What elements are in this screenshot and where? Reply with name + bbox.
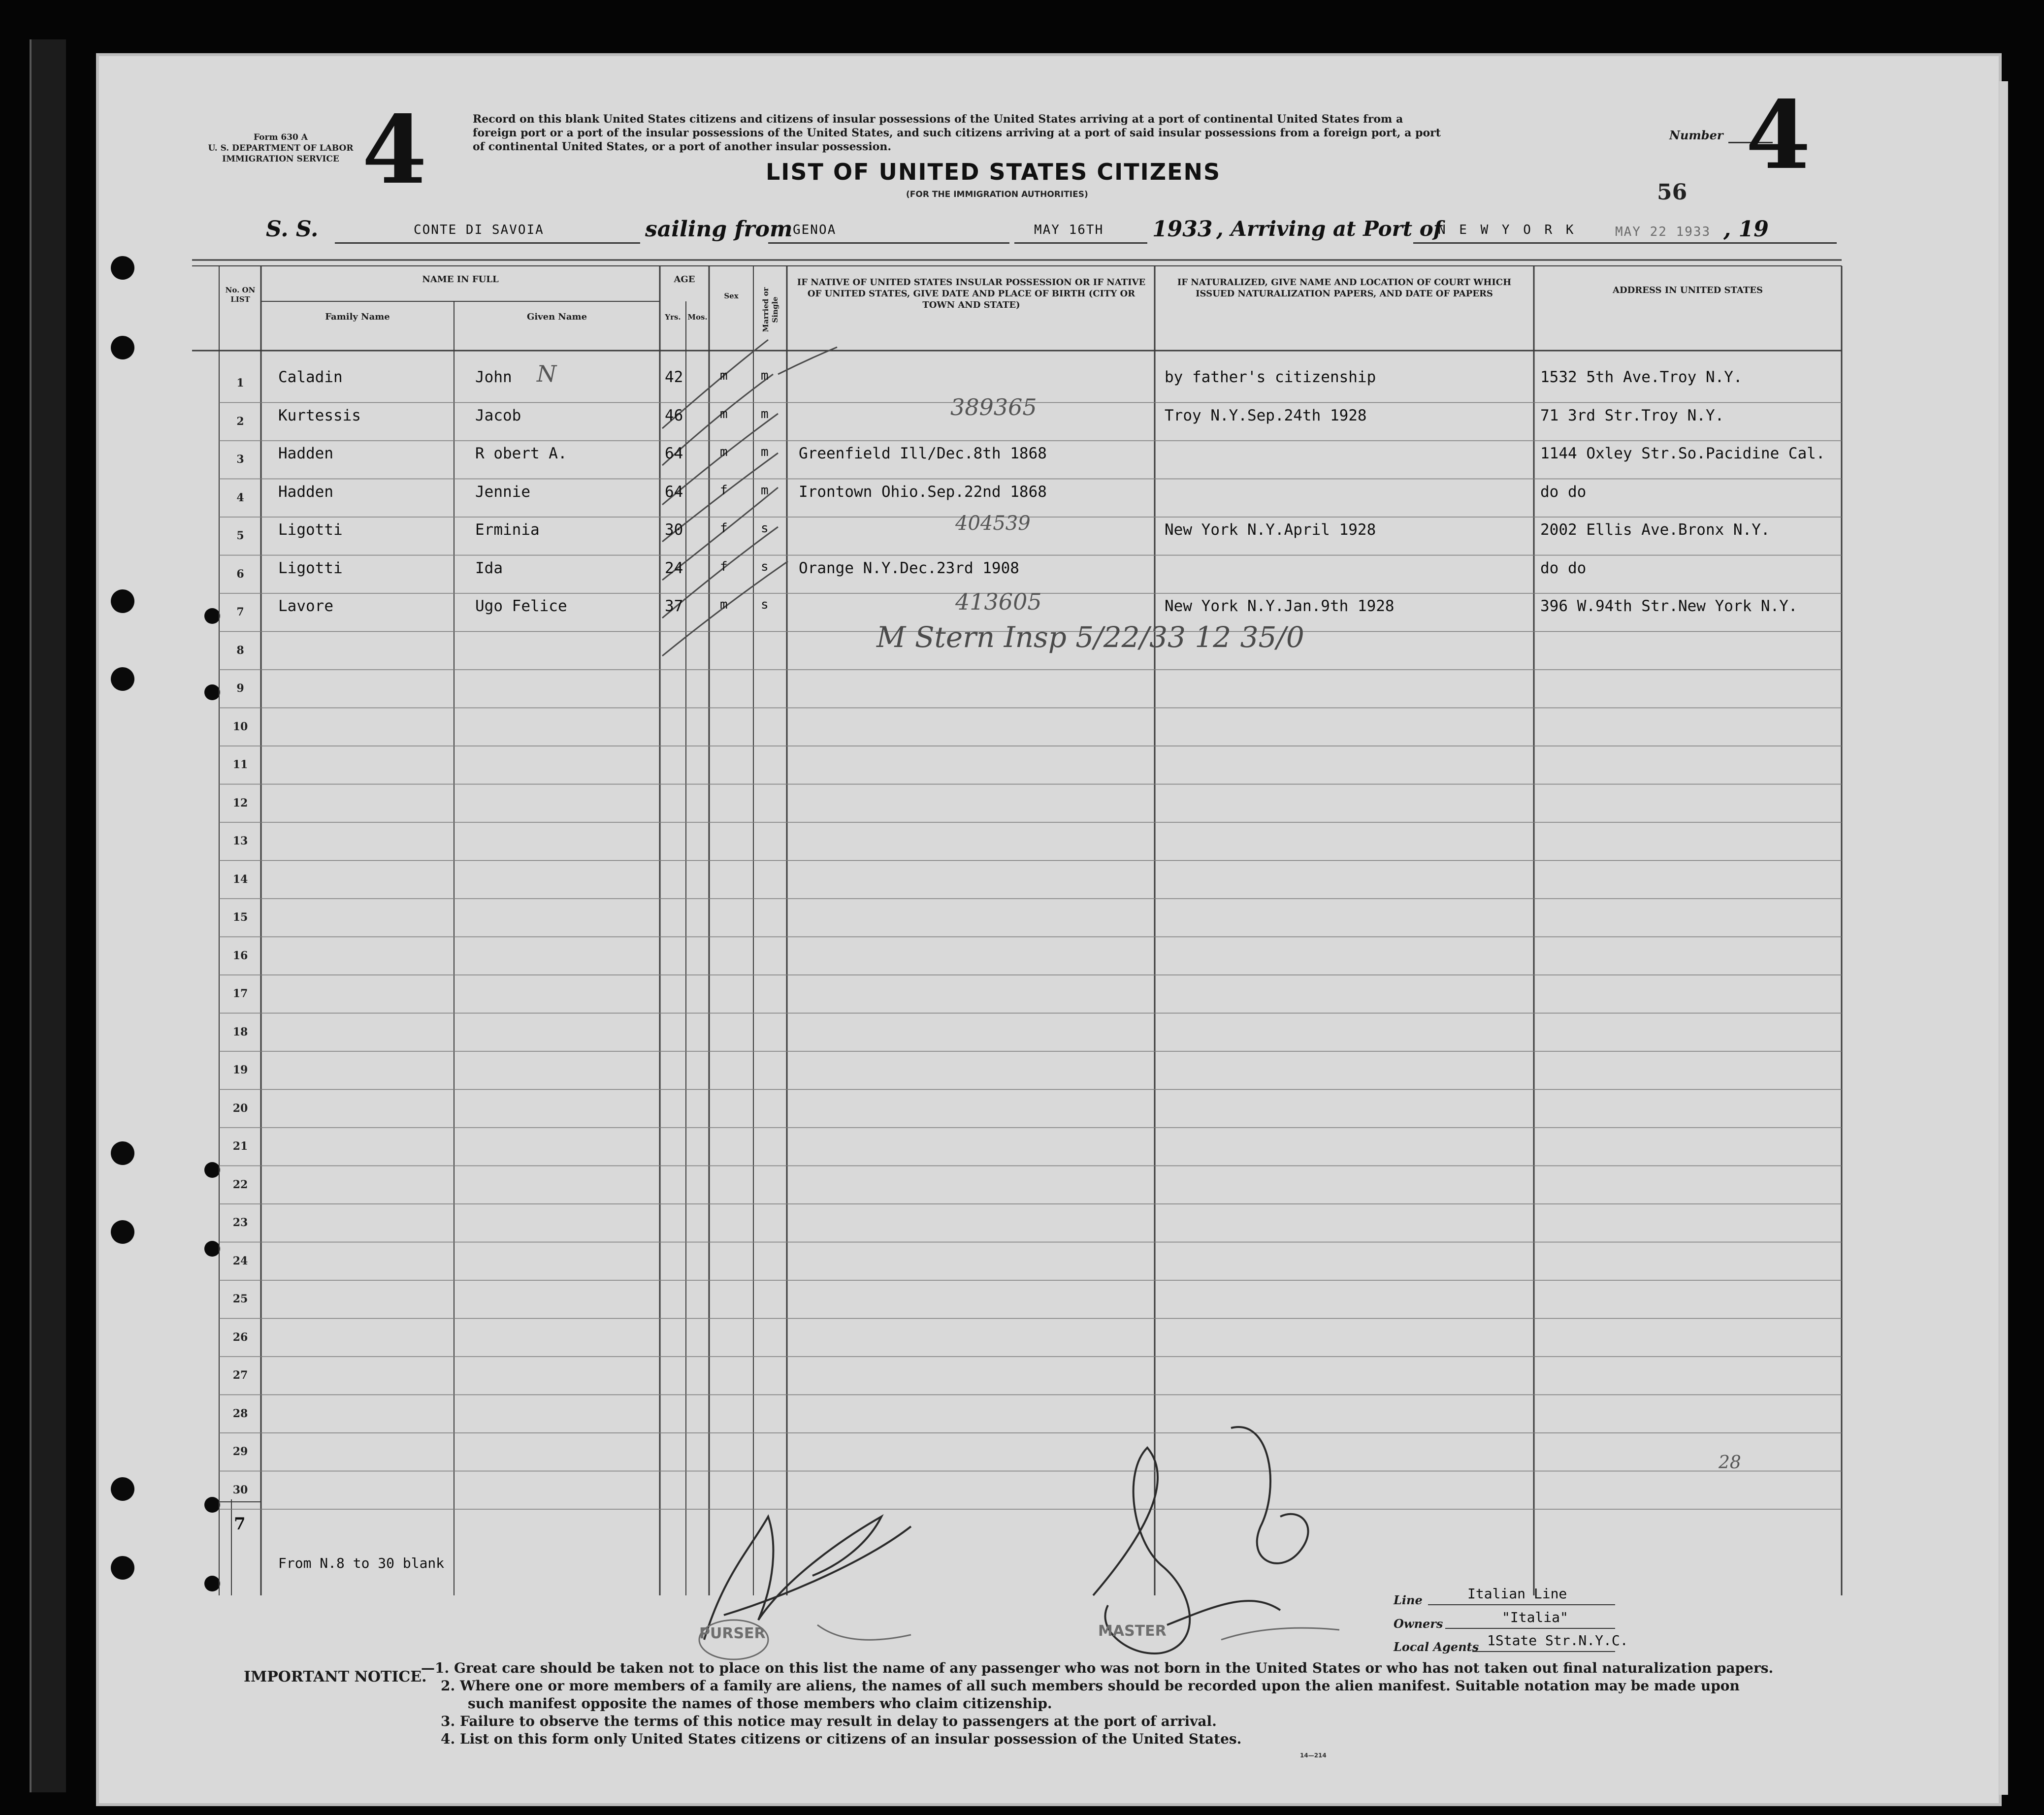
handwritten-number: 404539 [955, 512, 1031, 535]
address-cell: 1532 5th Ave.Troy N.Y. [1540, 368, 1743, 386]
row-number: 23 [232, 1216, 248, 1229]
col-header-age: AGE [674, 274, 695, 285]
col-header-months: Mos. [687, 313, 708, 322]
arrival-date-stamp: MAY 22 1933 [1615, 225, 1711, 239]
family-name-cell: Hadden [278, 483, 333, 501]
col-header-birth: IF NATIVE OF UNITED STATES INSULAR POSSESSION OR IF NATIVE OF UNITED STATES, GIVE DATE AND PLACE OF BIRTH (CITY OR TOWN AND STATE) [797, 277, 1146, 310]
row-number: 29 [232, 1445, 248, 1458]
given-name-cell: Jennie [475, 483, 530, 501]
naturalization-cell: by father's citizenship [1165, 368, 1376, 386]
notice-heading: IMPORTANT NOTICE. [244, 1668, 427, 1685]
address-cell: 71 3rd Str.Troy N.Y. [1540, 406, 1724, 424]
master-stamp: MASTER [1098, 1622, 1167, 1640]
family-name-cell: Kurtessis [278, 406, 361, 424]
given-name-cell: R obert A. [475, 445, 567, 462]
service-name: IMMIGRATION SERVICE [222, 154, 339, 164]
notice-item: —1. Great care should be taken not to place on this list the name of any passenger who was not born in the United States or who has not taken out final naturalization papers. [421, 1660, 1774, 1676]
port-from: GENOA [793, 223, 837, 237]
row-number: 9 [236, 682, 244, 695]
row-number: 11 [232, 758, 248, 771]
naturalization-cell: New York N.Y.April 1928 [1165, 521, 1376, 539]
notice-item: 3. Failure to observe the terms of this notice may result in delay to passengers at the port of arrival. [441, 1713, 1217, 1729]
sail-date: MAY 16TH [1034, 223, 1104, 237]
sheet-number-left: 4 [362, 95, 427, 205]
sex-cell: f [720, 483, 728, 498]
marital-status-cell: s [761, 597, 769, 612]
sex-cell: f [720, 559, 728, 574]
row-number: 2 [236, 415, 244, 428]
sex-cell: m [720, 406, 728, 421]
inspector-note: M Stern Insp 5/22/33 12 35/0 [876, 620, 1304, 654]
ss-label: S. S. [266, 217, 319, 242]
port-arrival: N E W Y O R K [1438, 223, 1577, 237]
agents-label: Local Agents [1394, 1640, 1479, 1654]
row-number: 20 [232, 1102, 248, 1115]
col-header-given-name: Given Name [526, 312, 587, 322]
record-text-line: of continental United States, or a port of another insular possession. [473, 140, 892, 153]
blank-rows-note: From N.8 to 30 blank [278, 1555, 445, 1571]
notice-item: 4. List on this form only United States citizens or citizens of an insular possession of the United States. [441, 1731, 1242, 1747]
col-header-naturalization: IF NATURALIZED, GIVE NAME AND LOCATION OF COURT WHICH ISSUED NATURALIZATION PAPERS, AND DATE OF PAPERS [1177, 277, 1512, 299]
sex-cell: m [720, 597, 728, 612]
col-header-family-name: Family Name [325, 312, 390, 322]
marital-status-cell: m [761, 406, 769, 421]
address-cell: 396 W.94th Str.New York N.Y. [1540, 597, 1798, 615]
sex-cell: f [720, 521, 728, 536]
family-name-cell: Ligotti [278, 521, 343, 539]
age-years-cell: 30 [665, 521, 683, 539]
age-years-cell: 46 [665, 406, 683, 424]
row-number: 25 [232, 1293, 248, 1305]
arriving-label: , Arriving at Port of [1216, 217, 1442, 241]
marital-status-cell: m [761, 483, 769, 498]
birth-info-cell: Irontown Ohio.Sep.22nd 1868 [799, 483, 1047, 501]
owners-label: Owners [1394, 1617, 1443, 1631]
row-number: 12 [232, 796, 248, 810]
col-header-no: No. ON LIST [225, 286, 256, 304]
address-cell: do do [1540, 483, 1587, 501]
print-code: 14—214 [1300, 1752, 1327, 1759]
family-name-cell: Hadden [278, 445, 333, 462]
row-number: 7 [236, 606, 244, 618]
record-text-line: Record on this blank United States citizens and citizens of insular possessions of the United States arriving at a port of continental United States from a [473, 113, 1403, 126]
sailing-from-label: sailing from [645, 217, 793, 242]
row-number: 24 [232, 1254, 248, 1267]
row-number: 19 [232, 1064, 248, 1076]
marital-status-cell: m [761, 445, 769, 459]
owners-value: "Italia" [1502, 1609, 1568, 1625]
row-number: 10 [232, 720, 248, 733]
row-number: 8 [236, 644, 244, 657]
col-header-sex: Sex [724, 292, 739, 300]
age-years-cell: 64 [665, 483, 683, 501]
department-name: U. S. DEPARTMENT OF LABOR [208, 143, 354, 153]
given-name-cell: Jacob [475, 406, 521, 424]
given-name-cell: John [475, 368, 512, 386]
owners-rule [1445, 1628, 1615, 1629]
row-number: 18 [232, 1025, 248, 1038]
marital-status-cell: s [761, 559, 769, 574]
handwritten-number: 413605 [955, 588, 1042, 615]
notice-item: such manifest opposite the names of those members who claim citizenship. [468, 1695, 1052, 1712]
row-number: 1 [236, 377, 244, 389]
page-subtitle: (FOR THE IMMIGRATION AUTHORITIES) [906, 190, 1088, 199]
address-cell: 1144 Oxley Str.So.Pacidine Cal. [1540, 445, 1825, 462]
row-number: 14 [232, 873, 248, 886]
marital-status-cell: m [761, 368, 769, 383]
age-years-cell: 24 [665, 559, 683, 577]
sail-year: 1933 [1152, 217, 1213, 242]
page-number: 56 [1657, 180, 1687, 205]
address-cell: 2002 Ellis Ave.Bronx N.Y. [1540, 521, 1770, 539]
birth-info-cell: Orange N.Y.Dec.23rd 1908 [799, 559, 1019, 577]
family-name-cell: Caladin [278, 368, 343, 386]
given-name-cell: Erminia [475, 521, 540, 539]
handwritten-mark: N [537, 360, 557, 387]
age-years-cell: 42 [665, 368, 683, 386]
arrival-year-label: , 19 [1723, 217, 1769, 242]
record-text-line: foreign port or a port of the insular possessions of the United States, and such citizens arriving at a port of said insular possessions from a foreign port, a port [473, 127, 1441, 139]
sex-cell: m [720, 445, 728, 459]
row-number: 4 [236, 491, 244, 504]
agents-value: 1State Str.N.Y.C. [1487, 1632, 1628, 1649]
col-header-name: NAME IN FULL [422, 274, 499, 285]
naturalization-cell: Troy N.Y.Sep.24th 1928 [1165, 406, 1367, 424]
notice-body [421, 1659, 1800, 1748]
purser-stamp: PURSER [699, 1625, 766, 1642]
given-name-cell: Ida [475, 559, 503, 577]
age-years-cell: 37 [665, 597, 683, 615]
number-label: Number [1669, 128, 1723, 142]
handwritten-note: 28 [1719, 1453, 1741, 1473]
row-number: 21 [232, 1140, 248, 1153]
sheet-number-right: 4 [1746, 80, 1811, 190]
row-number: 6 [236, 567, 244, 581]
handwritten-number: 389365 [950, 394, 1037, 421]
page-title: LIST OF UNITED STATES CITIZENS [766, 159, 1221, 185]
row-number: 16 [232, 949, 248, 962]
ship-name: CONTE DI SAVOIA [414, 223, 544, 237]
row-number: 27 [232, 1369, 248, 1382]
family-name-cell: Lavore [278, 597, 333, 615]
line-rule [1428, 1604, 1615, 1605]
col-header-years: Yrs. [665, 313, 681, 322]
row-number: 26 [232, 1330, 248, 1344]
row-number: 13 [232, 835, 248, 847]
marital-status-cell: s [761, 521, 769, 536]
line-label: Line [1394, 1593, 1423, 1607]
address-cell: do do [1540, 559, 1587, 577]
given-name-cell: Ugo Felice [475, 597, 567, 615]
row-number: 17 [232, 987, 248, 1000]
notice-item: 2. Where one or more members of a family are aliens, the names of all such members should be recorded upon the alien manifest. Suitable notation may be made upon [441, 1678, 1740, 1694]
sex-cell: m [720, 368, 728, 383]
line-value: Italian Line [1467, 1586, 1567, 1602]
row-number: 28 [232, 1407, 248, 1420]
row-number: 15 [232, 911, 248, 924]
age-years-cell: 64 [665, 445, 683, 462]
family-name-cell: Ligotti [278, 559, 343, 577]
col-header-address: ADDRESS IN UNITED STATES [1613, 285, 1763, 295]
birth-info-cell: Greenfield Ill/Dec.8th 1868 [799, 445, 1047, 462]
row-number: 5 [236, 529, 244, 542]
row-number: 3 [236, 453, 244, 466]
agents-rule [1472, 1651, 1615, 1652]
col-header-marital: Married or Single [761, 287, 779, 332]
row-number: 30 [232, 1483, 248, 1496]
naturalization-cell: New York N.Y.Jan.9th 1928 [1165, 597, 1395, 615]
row-number: 22 [232, 1178, 248, 1191]
form-number: Form 630 A [254, 132, 308, 142]
passenger-total: 7 [234, 1514, 246, 1534]
